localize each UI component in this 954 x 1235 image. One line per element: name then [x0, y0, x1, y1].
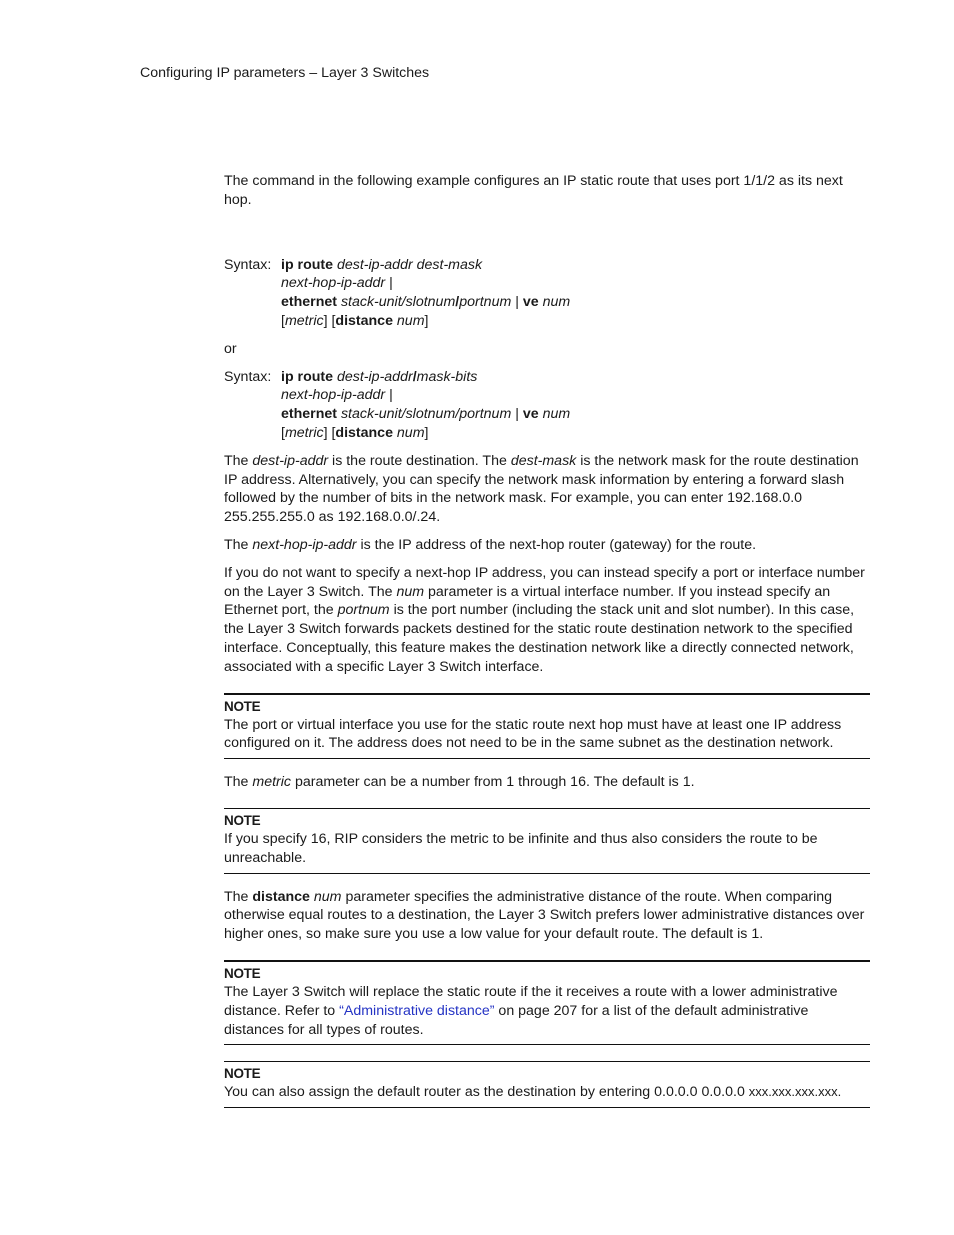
page-header: Configuring IP parameters – Layer 3 Switches [140, 65, 430, 81]
syntax-keyword: ethernet [281, 406, 337, 423]
note-text: You can also assign the default router as the destination by entering 0.0.0.0 0.0.0.0 xxx.xxx.xxx.xxx. [224, 1084, 842, 1101]
distance-paragraph: The distance num parameter specifies the administrative distance of the route. When comparing otherwise equal routes to a destination, the Layer 3 Switch prefers lower administrative distances over higher ones, so make sure you use a low value for your default route. The default is 1. [224, 888, 865, 943]
syntax-arg: num [396, 312, 425, 329]
document-body [224, 172, 870, 1122]
intro-paragraph: The command in the following example configures an IP static route that uses port 1/1/2 as its next hop. [224, 173, 843, 208]
note-text: The Layer 3 Switch will replace the static route if the it receives a route with a lower administrative distance. Refer to “Administrative distance” on page 207 for a list of the default administrative distances for all types of routes. [224, 983, 838, 1038]
syntax-keyword: distance [335, 424, 393, 441]
syntax-arg: num [542, 406, 571, 423]
syntax-arg: dest-ip-addr [336, 368, 413, 385]
syntax-keyword: ve [522, 294, 539, 311]
note-label: NOTE [224, 698, 261, 714]
note-label: NOTE [224, 812, 261, 828]
syntax-label: Syntax: [224, 368, 272, 385]
syntax-arg: stack-unit/slotnum/portnum [340, 406, 512, 423]
syntax-arg: num [396, 424, 425, 441]
syntax-arg: next-hop-ip-addr [281, 387, 386, 404]
note-label: NOTE [224, 965, 261, 981]
syntax-arg: mask-bits [416, 368, 478, 385]
syntax-block-2: Syntax: ip route dest-ip-addr/mask-bits next-hop-ip-addr | ethernet stack-unit/slotnum/portnum | ve num [metric] [distance num] [224, 368, 571, 441]
syntax-keyword: ethernet [281, 294, 337, 311]
syntax-arg: dest-ip-addr dest-mask [336, 256, 483, 273]
syntax-block-1: Syntax: ip route dest-ip-addr dest-mask next-hop-ip-addr | ethernet stack-unit/slotnum/portnum | ve num [metric] [distance num] [224, 256, 571, 329]
note-text: If you specify 16, RIP considers the metric to be infinite and thus also considers the route to be unreachable. [224, 830, 818, 866]
syntax-arg: next-hop-ip-addr [281, 275, 386, 292]
command-keyword: ip route [281, 368, 334, 385]
next-hop-paragraph: The next-hop-ip-addr is the IP address of the next-hop router (gateway) for the route. [224, 536, 757, 553]
port-paragraph: If you do not want to specify a next-hop IP address, you can instead specify a port or interface number on the Layer 3 Switch. The num parameter is a virtual interface number. If you instead specify an Ethernet port, the portnum is the port number (including the stack unit and slot number). In this case, the Layer 3 Switch forwards packets destined for the static route destination network to the specified interface. Conceptually, this feature makes the destination network like a directly connected network, associated with a specific Layer 3 Switch interface. [224, 564, 865, 675]
syntax-keyword: distance [335, 312, 393, 329]
dest-paragraph: The dest-ip-addr is the route destination. The dest-mask is the network mask for the route destination IP address. Alternatively, you can specify the network mask information by entering a forward slash followed by the number of bits in the network mask. For example, you can enter 192.168.0.0 255.255.255.0 as 192.168.0.0/.24. [224, 452, 859, 526]
syntax-arg: stack-unit/slotnum [340, 294, 456, 311]
syntax-arg: portnum [459, 294, 512, 311]
note-label: NOTE [224, 1066, 261, 1082]
note-box-1 [224, 693, 870, 760]
or-text: or [224, 340, 237, 357]
syntax-arg: metric [284, 312, 324, 329]
note-text: The port or virtual interface you use for the static route next hop must have at least one IP address configured on it. The address does not need to be in the same subnet as the destination network. [224, 716, 842, 752]
metric-paragraph: The metric parameter can be a number from 1 through 16. The default is 1. [224, 774, 695, 791]
command-keyword: ip route [281, 256, 334, 273]
note-box-2 [224, 808, 870, 874]
administrative-distance-link[interactable]: “Administrative distance” [339, 1002, 495, 1019]
note-box-3 [224, 960, 870, 1045]
syntax-arg: num [542, 294, 571, 311]
note-box-4 [224, 1061, 870, 1108]
syntax-arg: metric [284, 424, 324, 441]
syntax-keyword: ve [522, 406, 539, 423]
syntax-label: Syntax: [224, 256, 272, 273]
